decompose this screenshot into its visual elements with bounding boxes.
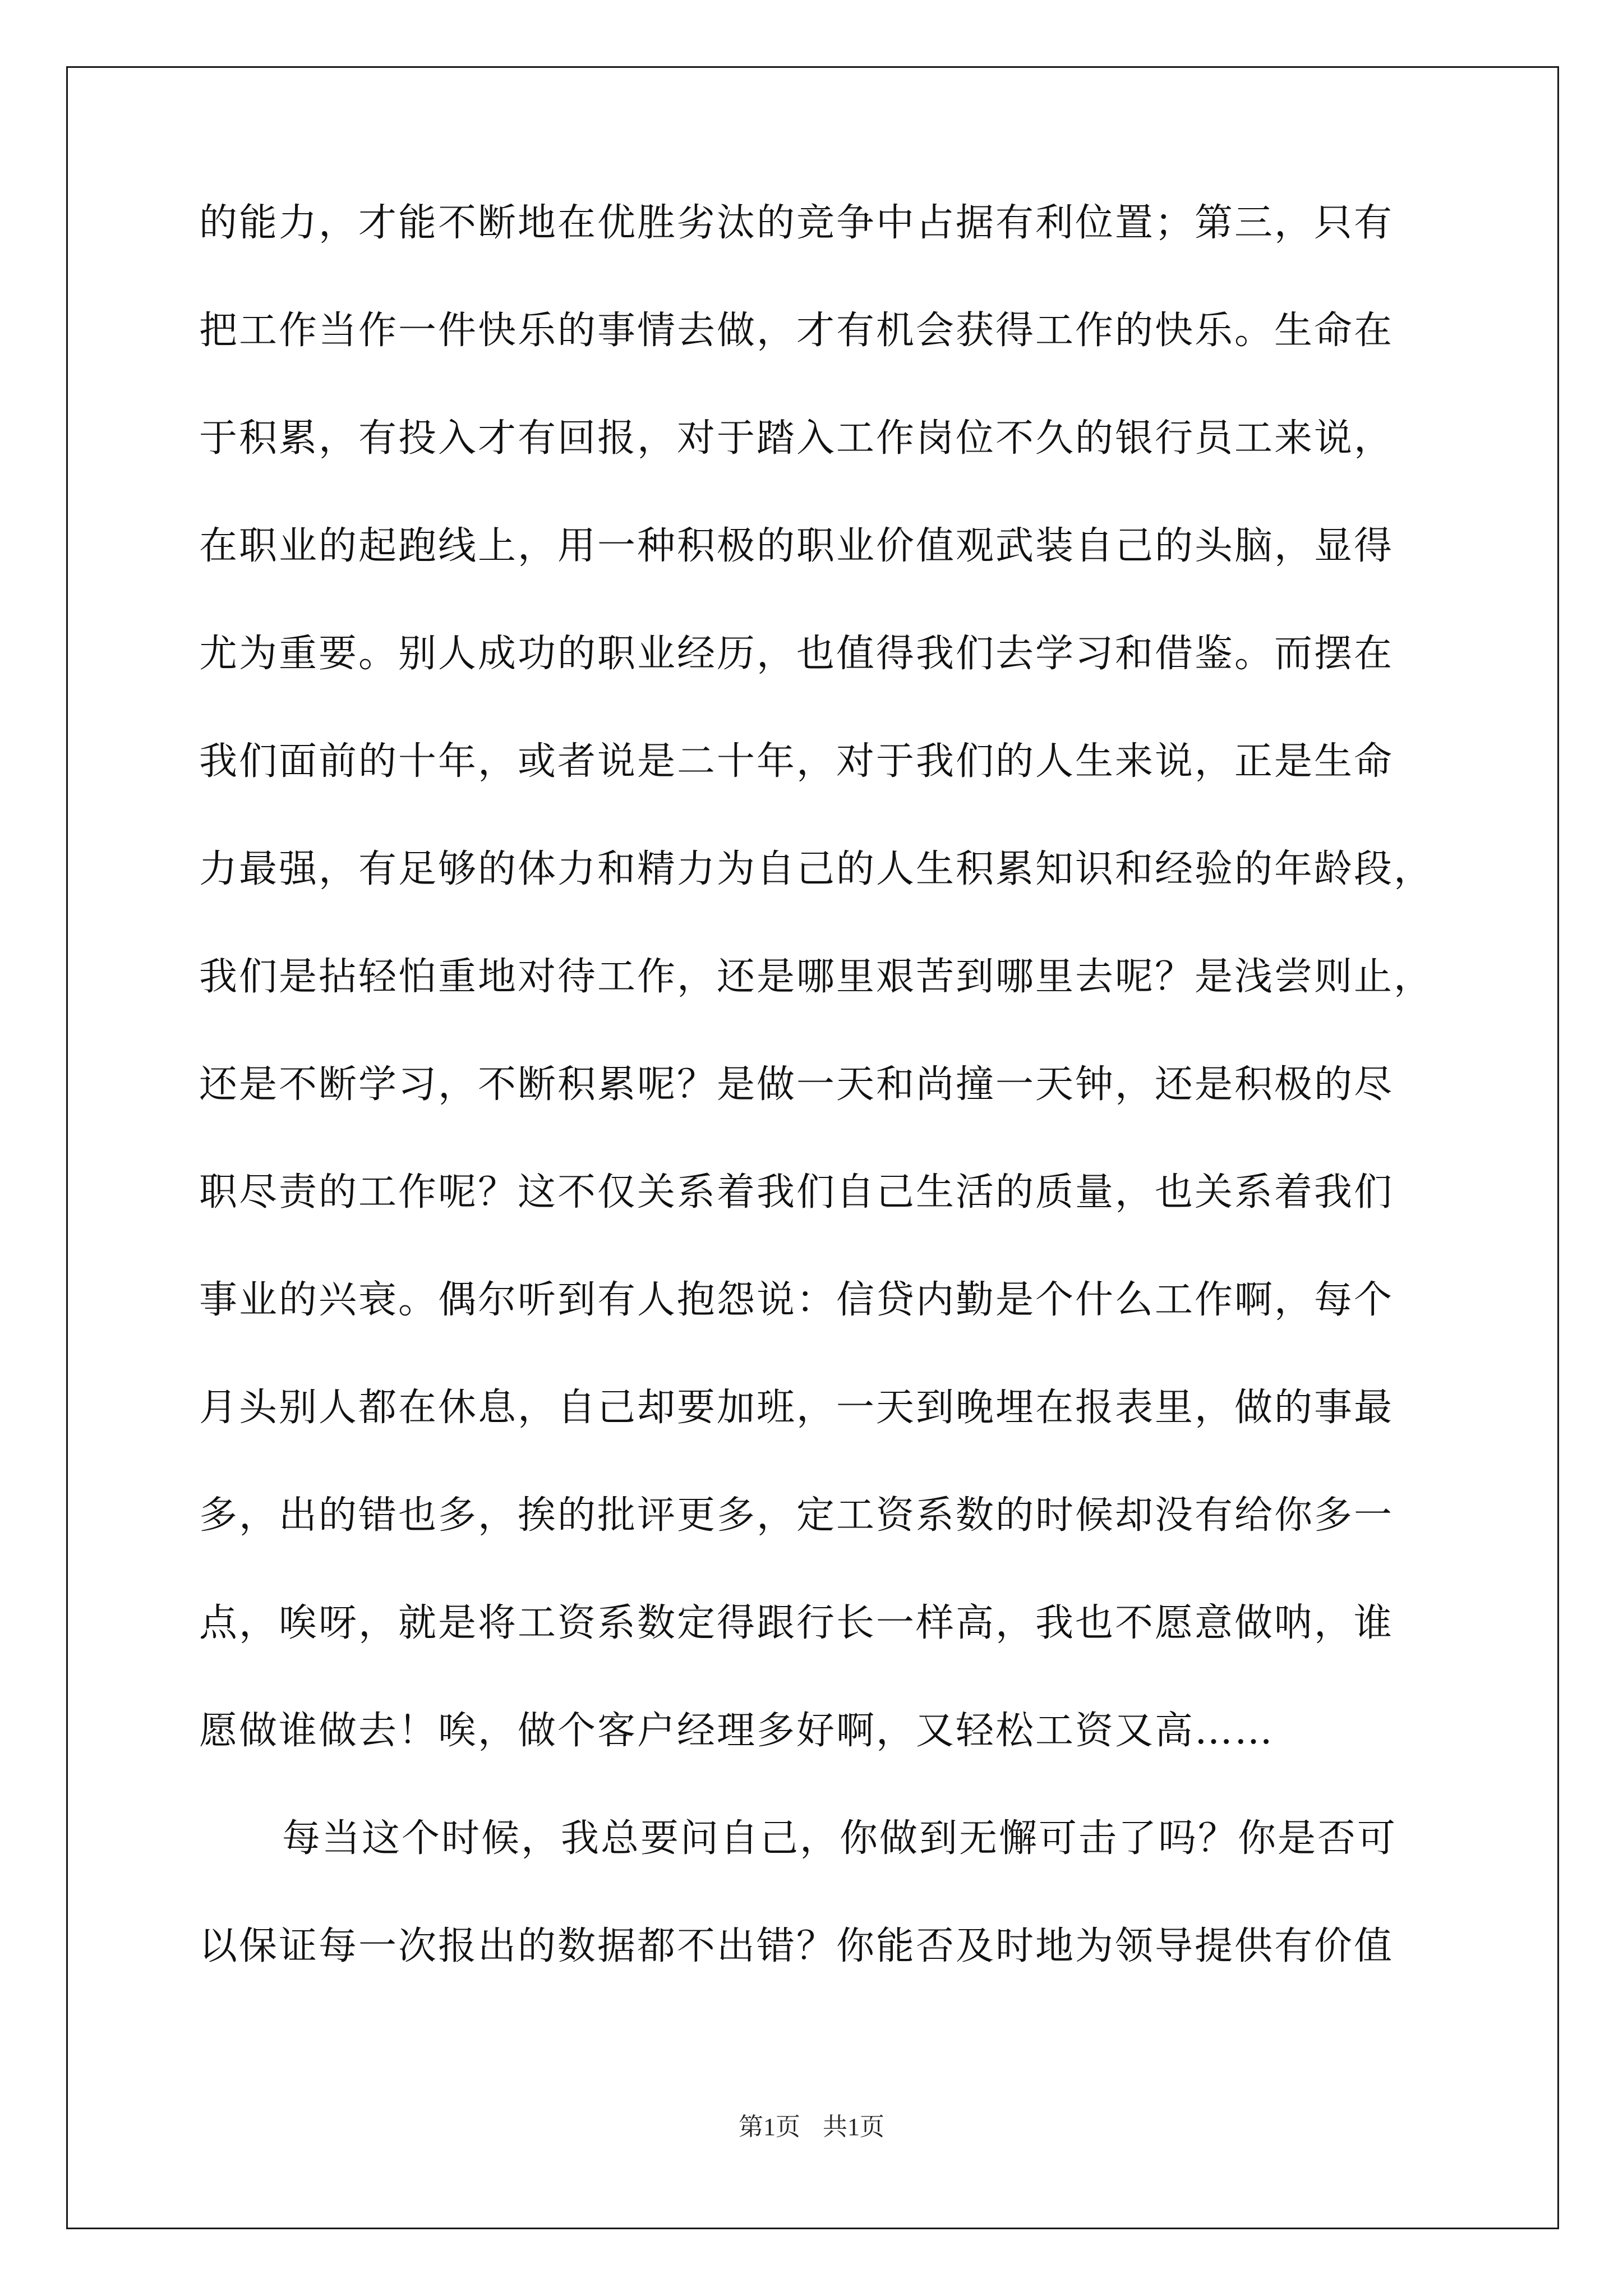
text-line: 职尽责的工作呢？这不仅关系着我们自己生活的质量，也关系着我们 — [199, 1170, 1394, 1214]
text-line: 我们是拈轻怕重地对待工作，还是哪里艰苦到哪里去呢？是浅尝则止， — [199, 955, 1434, 999]
text-line: 在职业的起跑线上，用一种积极的职业价值观武装自己的头脑，显得 — [199, 524, 1394, 568]
text-line: 的能力，才能不断地在优胜劣汰的竞争中占据有利位置；第三，只有 — [199, 201, 1394, 245]
paragraph-first-line: 每当这个时候，我总要问自己，你做到无懈可击了吗？你是否可 — [282, 1816, 1398, 1861]
text-line: 我们面前的十年，或者说是二十年，对于我们的人生来说，正是生命 — [199, 739, 1394, 784]
page-footer — [0, 2106, 1623, 2142]
text-line: 还是不断学习，不断积累呢？是做一天和尚撞一天钟，还是积极的尽 — [199, 1062, 1394, 1107]
text-line: 于积累，有投入才有回报，对于踏入工作岗位不久的银行员工来说， — [199, 416, 1394, 461]
text-line: 月头别人都在休息，自己却要加班，一天到晚埋在报表里，做的事最 — [199, 1386, 1394, 1430]
text-line: 尤为重要。别人成功的职业经历，也值得我们去学习和借鉴。而摆在 — [199, 632, 1394, 676]
text-line: 力最强，有足够的体力和精力为自己的人生积累知识和经验的年龄段， — [199, 847, 1434, 891]
page-frame — [66, 66, 1559, 2229]
text-line: 事业的兴衰。偶尔听到有人抱怨说：信贷内勤是个什么工作啊，每个 — [199, 1278, 1394, 1322]
text-line: 点，唉呀，就是将工资系数定得跟行长一样高，我也不愿意做呐，谁 — [199, 1601, 1394, 1645]
page-number-total: 共1页 — [823, 2113, 884, 2141]
page-number-current: 第1页 — [739, 2113, 800, 2141]
text-line: 多，出的错也多，挨的批评更多，定工资系数的时候却没有给你多一 — [199, 1493, 1394, 1538]
text-line: 以保证每一次报出的数据都不出错？你能否及时地为领导提供有价值 — [199, 1924, 1394, 1968]
text-line: 愿做谁做去！唉，做个客户经理多好啊，又轻松工资又高…… — [199, 1709, 1275, 1753]
text-line: 把工作当作一件快乐的事情去做，才有机会获得工作的快乐。生命在 — [199, 309, 1394, 353]
